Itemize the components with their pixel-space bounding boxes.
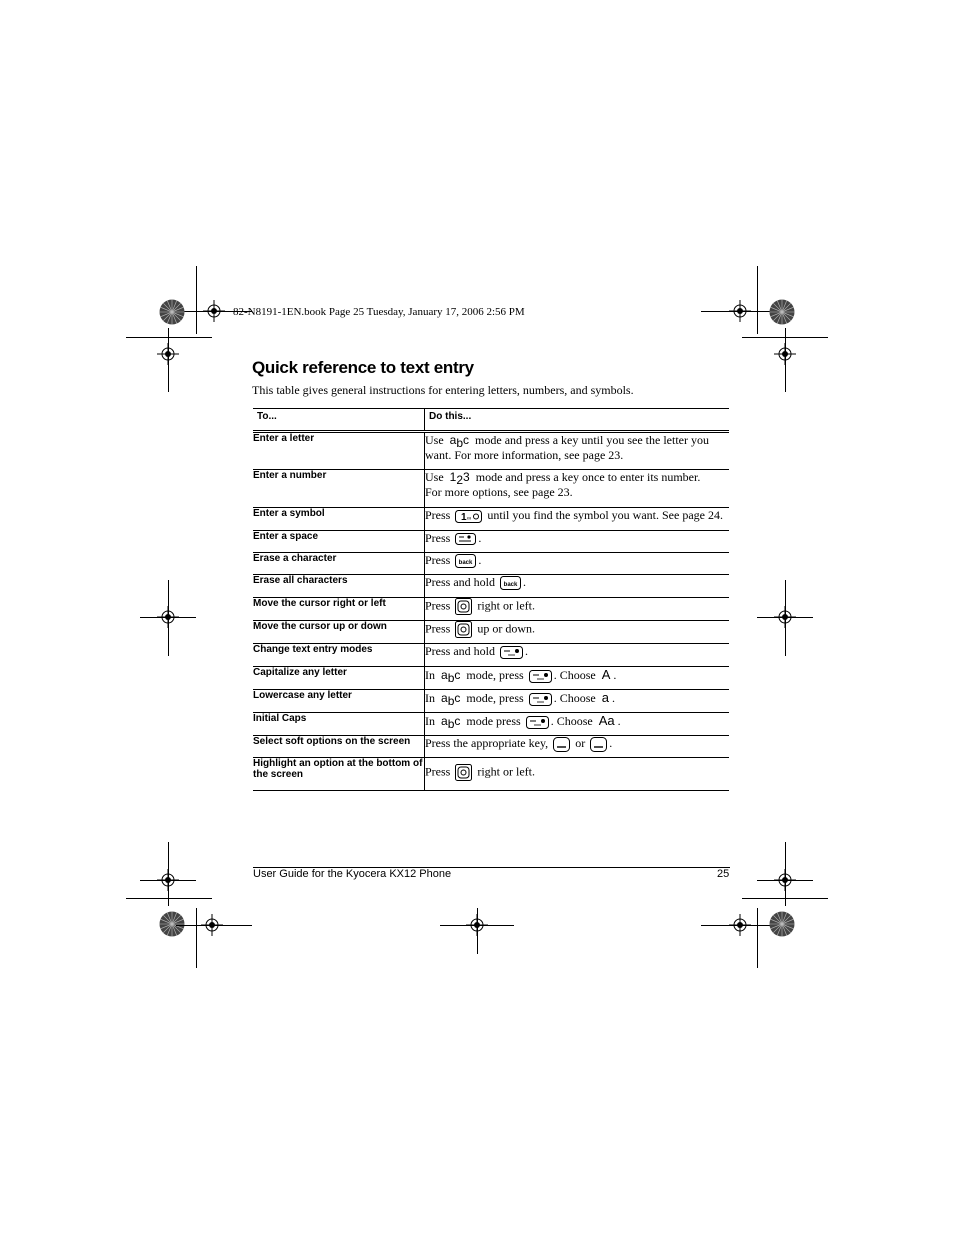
crop-mark: [757, 266, 758, 334]
column-header-to: To...: [253, 409, 425, 432]
crop-mark: [196, 908, 197, 968]
table-row: [253, 736, 729, 758]
nav-key-icon: [455, 598, 472, 615]
row-instruction: Press up or down.: [425, 621, 730, 644]
row-task: Erase a character: [253, 553, 425, 575]
table-row: [253, 644, 729, 667]
registration-mark: [729, 914, 751, 936]
crop-mark: [196, 266, 197, 334]
row-task: Erase all characters: [253, 575, 425, 598]
row-instruction: In abc mode press . Choose Aa .: [425, 713, 621, 731]
registration-mark: [201, 914, 223, 936]
footer-text: User Guide for the Kyocera KX12 Phone: [253, 868, 452, 880]
starburst-mark: [159, 911, 185, 937]
row-task: Enter a letter: [253, 432, 425, 470]
star-key-icon: [500, 646, 523, 659]
caps-mode-indicator: A: [601, 667, 611, 682]
row-task: Change text entry modes: [253, 644, 425, 667]
back-key-icon: [455, 554, 476, 568]
starburst-mark: [769, 299, 795, 325]
back-key-icon: [500, 576, 521, 590]
star-key-icon: [526, 716, 549, 729]
table-row: [253, 667, 729, 690]
file-header: 82-N8191-1EN.book Page 25 Tuesday, January 17, 2006 2:56 PM: [233, 306, 525, 318]
page-title: Quick reference to text entry: [252, 358, 474, 377]
row-task: Initial Caps: [253, 713, 425, 736]
row-instruction: Press the appropriate key, or .: [425, 736, 613, 750]
caps-mode-indicator: Aa: [598, 713, 615, 728]
one-key-icon: [455, 510, 482, 523]
registration-mark: [774, 343, 796, 365]
table-row: [253, 470, 729, 508]
crop-mark: [757, 908, 758, 968]
table-row: [253, 621, 729, 644]
row-task: Capitalize any letter: [253, 667, 425, 690]
table-row: [253, 553, 729, 575]
row-instruction: Press .: [425, 531, 482, 545]
crop-mark: [126, 898, 212, 899]
left-soft-key-icon: [553, 737, 570, 752]
table-row: [253, 531, 729, 553]
row-instruction: Press and hold .: [425, 575, 526, 589]
crop-mark: [742, 898, 828, 899]
star-key-icon: [529, 693, 552, 706]
table-row: [253, 713, 729, 736]
intro-text: This table gives general instructions for entering letters, numbers, and symbols.: [252, 383, 634, 397]
registration-mark: [729, 300, 751, 322]
table-row: [253, 508, 729, 531]
123-mode-icon: 123: [449, 470, 470, 487]
abc-mode-icon: abc: [441, 668, 461, 685]
row-task: Enter a symbol: [253, 508, 425, 531]
registration-mark: [157, 343, 179, 365]
caps-mode-indicator: a: [601, 690, 609, 705]
row-task: Lowercase any letter: [253, 690, 425, 713]
space-key-icon: [455, 533, 476, 545]
quick-reference-table: [253, 408, 729, 791]
nav-key-icon: [455, 621, 472, 638]
row-task: Select soft options on the screen: [253, 736, 425, 758]
table-row: [253, 758, 729, 791]
row-instruction: Use abc mode and press a key until you see the letter you want. For more information, see page 23.: [425, 433, 709, 462]
row-task: Move the cursor right or left: [253, 598, 425, 621]
row-instruction: Press .: [425, 553, 482, 567]
row-instruction: In abc mode, press . Choose A .: [425, 667, 617, 685]
right-soft-key-icon: [590, 737, 607, 752]
star-key-icon: [529, 670, 552, 683]
starburst-mark: [159, 299, 185, 325]
row-task: Enter a space: [253, 531, 425, 553]
registration-mark: [774, 606, 796, 628]
registration-mark: [157, 606, 179, 628]
table-row: [253, 690, 729, 713]
row-task: Move the cursor up or down: [253, 621, 425, 644]
column-header-do: Do this...: [425, 409, 730, 432]
row-instruction: In abc mode, press . Choose a .: [425, 690, 615, 708]
row-instruction: Press and hold .: [425, 644, 528, 658]
registration-mark: [466, 914, 488, 936]
table-row: [253, 598, 729, 621]
table-row: [253, 432, 729, 470]
row-instruction: Use 123 mode and press a key once to enter its number. For more options, see page 23.: [425, 470, 701, 499]
page-number: 25: [717, 868, 730, 880]
crop-mark: [126, 337, 212, 338]
row-task: Enter a number: [253, 470, 425, 508]
abc-mode-icon: abc: [441, 691, 461, 708]
abc-mode-icon: abc: [441, 714, 461, 731]
row-instruction: Press right or left.: [425, 598, 730, 621]
registration-mark: [774, 869, 796, 891]
registration-mark: [157, 869, 179, 891]
registration-mark: [203, 300, 225, 322]
abc-mode-icon: abc: [449, 433, 470, 450]
row-instruction: Press until you find the symbol you want. See page 24.: [425, 508, 723, 522]
nav-key-icon: [455, 764, 472, 781]
row-task: Highlight an option at the bottom of the screen: [253, 758, 425, 791]
starburst-mark: [769, 911, 795, 937]
row-instruction: Press right or left.: [425, 758, 730, 791]
table-row: [253, 575, 729, 598]
